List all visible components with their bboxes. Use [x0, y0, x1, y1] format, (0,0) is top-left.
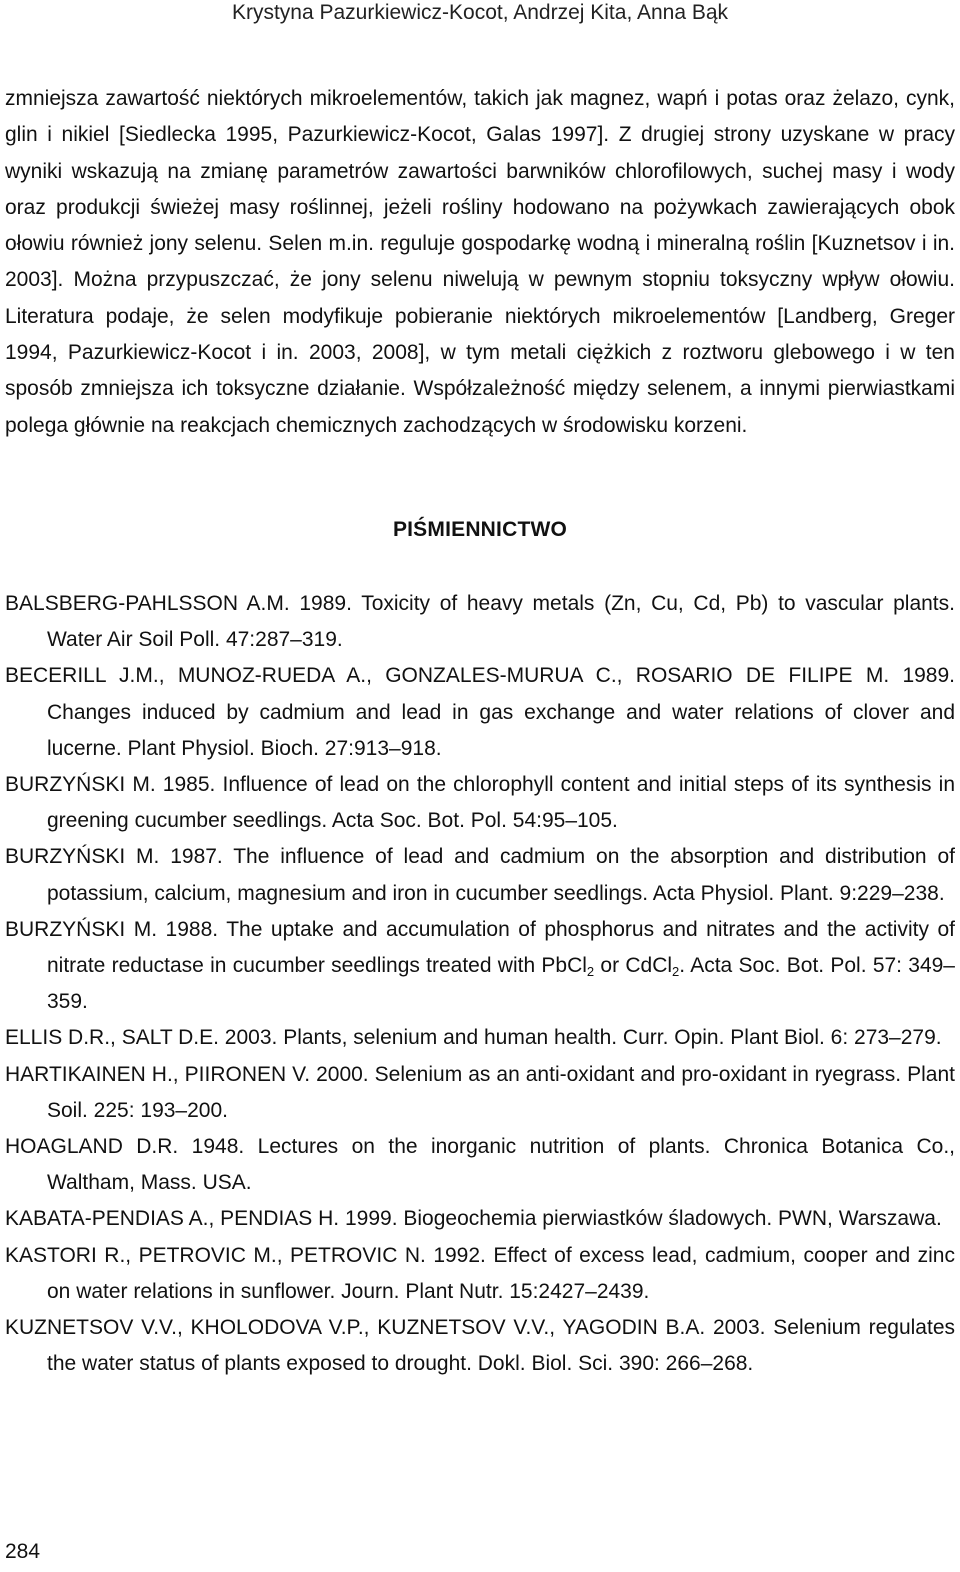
reference-item [5, 912, 955, 1021]
reference-item [5, 1310, 955, 1382]
reference-item [5, 658, 955, 767]
reference-authors: HARTIKAINEN H., PIIRONEN V. 2000. [5, 1062, 369, 1086]
reference-text: Influence of lead on the chlorophyll content and initial steps of its synthesis in greening cucumber seedlings. Acta Soc. Bot. Pol. 54:95–105. [47, 773, 955, 833]
reference-authors: HOAGLAND D.R. 1948. [5, 1135, 245, 1159]
reference-list [5, 586, 955, 1382]
subscript: 2 [586, 964, 595, 980]
reference-item [5, 1201, 955, 1237]
page-number: 284 [5, 1540, 41, 1563]
reference-item [5, 839, 955, 911]
reference-text: or CdCl [594, 954, 673, 978]
reference-authors: BECERILL J.M., MUNOZ-RUEDA A., GONZALES-MURUA C., ROSARIO DE FILIPE M. 1989. [5, 664, 955, 688]
reference-text: . Acta Soc. Bot. Pol. 57: 349–359. [47, 954, 955, 1014]
reference-text: Lectures on the inorganic nutrition of plants. Chronica Botanica Co., Waltham, Mass. USA. [47, 1135, 955, 1195]
reference-item [5, 1238, 955, 1310]
reference-text: Toxicity of heavy metals (Zn, Cu, Cd, Pb) to vascular plants. Water Air Soil Poll. 47:287–319. [47, 592, 955, 652]
reference-text: Selenium regulates the water status of plants exposed to drought. Dokl. Biol. Sci. 390: 266–268. [47, 1316, 956, 1376]
reference-item [5, 586, 955, 658]
reference-item [5, 767, 955, 839]
body-paragraph: zmniejsza zawartość niektórych mikroelementów, takich jak magnez, wapń i potas oraz żelazo, cynk, glin i nikiel [Siedlecka 1995, Pazurkiewicz-Kocot, Galas 1997]. Z drugiej strony uzyskane w pracy wyniki wskazują na zmianę parametrów zawartości barwników chlorofilowych, suchej masy i wody oraz produkcji świeżej masy roślinnej, jeżeli rośliny hodowano na pożywkach zawierających obok ołowiu również jony selenu. Selen m.in. reguluje gospodarkę wodną i mineralną roślin [Kuznetsov i in. 2003]. Można przypuszczać, że jony selenu niwelują w pewnym stopniu toksyczny wpływ ołowiu. Literatura podaje, że selen modyfikuje pobieranie niektórych mikroelementów [Landberg, Greger 1994, Pazurkiewicz-Kocot i in. 2003, 2008], w tym metali ciężkich z roztworu glebowego i w ten sposób zmniejsza ich toksyczne działanie. Współzależność między selenem, a innymi pierwiastkami polega głównie na reakcjach chemicznych zachodzących w środowisku korzeni. [5, 87, 955, 437]
reference-text: Plants, selenium and human health. Curr. Opin. Plant Biol. 6: 273–279. [283, 1026, 942, 1050]
reference-item [5, 1020, 955, 1056]
reference-text: The uptake and accumulation of phosphorus and nitrates and the activity of nitrate reductase in cucumber seedlings treated with PbCl [47, 917, 955, 978]
reference-text: Biogeochemia pierwiastków śladowych. PWN, Warszawa. [403, 1207, 942, 1231]
reference-authors: KASTORI R., PETROVIC M., PETROVIC N. 1992. [5, 1243, 486, 1267]
reference-authors: BURZYŃSKI M. 1987. [5, 845, 223, 869]
reference-item [5, 1129, 955, 1201]
reference-item [5, 1057, 955, 1129]
section-title: PIŚMIENNICTWO [392, 518, 568, 541]
reference-text: Changes induced by cadmium and lead in gas exchange and water relations of clover and lucerne. Plant Physiol. Bioch. 27:913–918. [47, 700, 955, 760]
reference-authors: KABATA-PENDIAS A., PENDIAS H. 1999. [5, 1207, 398, 1231]
reference-text: Selenium as an anti-oxidant and pro-oxidant in ryegrass. Plant Soil. 225: 193–200. [47, 1062, 955, 1122]
reference-authors: BURZYŃSKI M. 1988. [5, 917, 219, 941]
subscript: 2 [672, 964, 680, 980]
reference-authors: BURZYŃSKI M. 1985. [5, 773, 216, 797]
running-header: Krystyna Pazurkiewicz-Kocot, Andrzej Kita, Anna Bąk [231, 1, 729, 24]
reference-authors: ELLIS D.R., SALT D.E. 2003. [5, 1026, 278, 1050]
reference-authors: KUZNETSOV V.V., KHOLODOVA V.P., KUZNETSOV V.V., YAGODIN B.A. 2003. [5, 1316, 766, 1340]
reference-text: Effect of excess lead, cadmium, cooper and zinc on water relations in sunflower. Journ. Plant Nutr. 15:2427–2439. [47, 1243, 955, 1303]
reference-authors: BALSBERG-PAHLSSON A.M. 1989. [5, 592, 352, 615]
reference-text: The influence of lead and cadmium on the absorption and distribution of potassium, calcium, magnesium and iron in cucumber seedlings. Acta Physiol. Plant. 9:229–238. [47, 845, 955, 905]
